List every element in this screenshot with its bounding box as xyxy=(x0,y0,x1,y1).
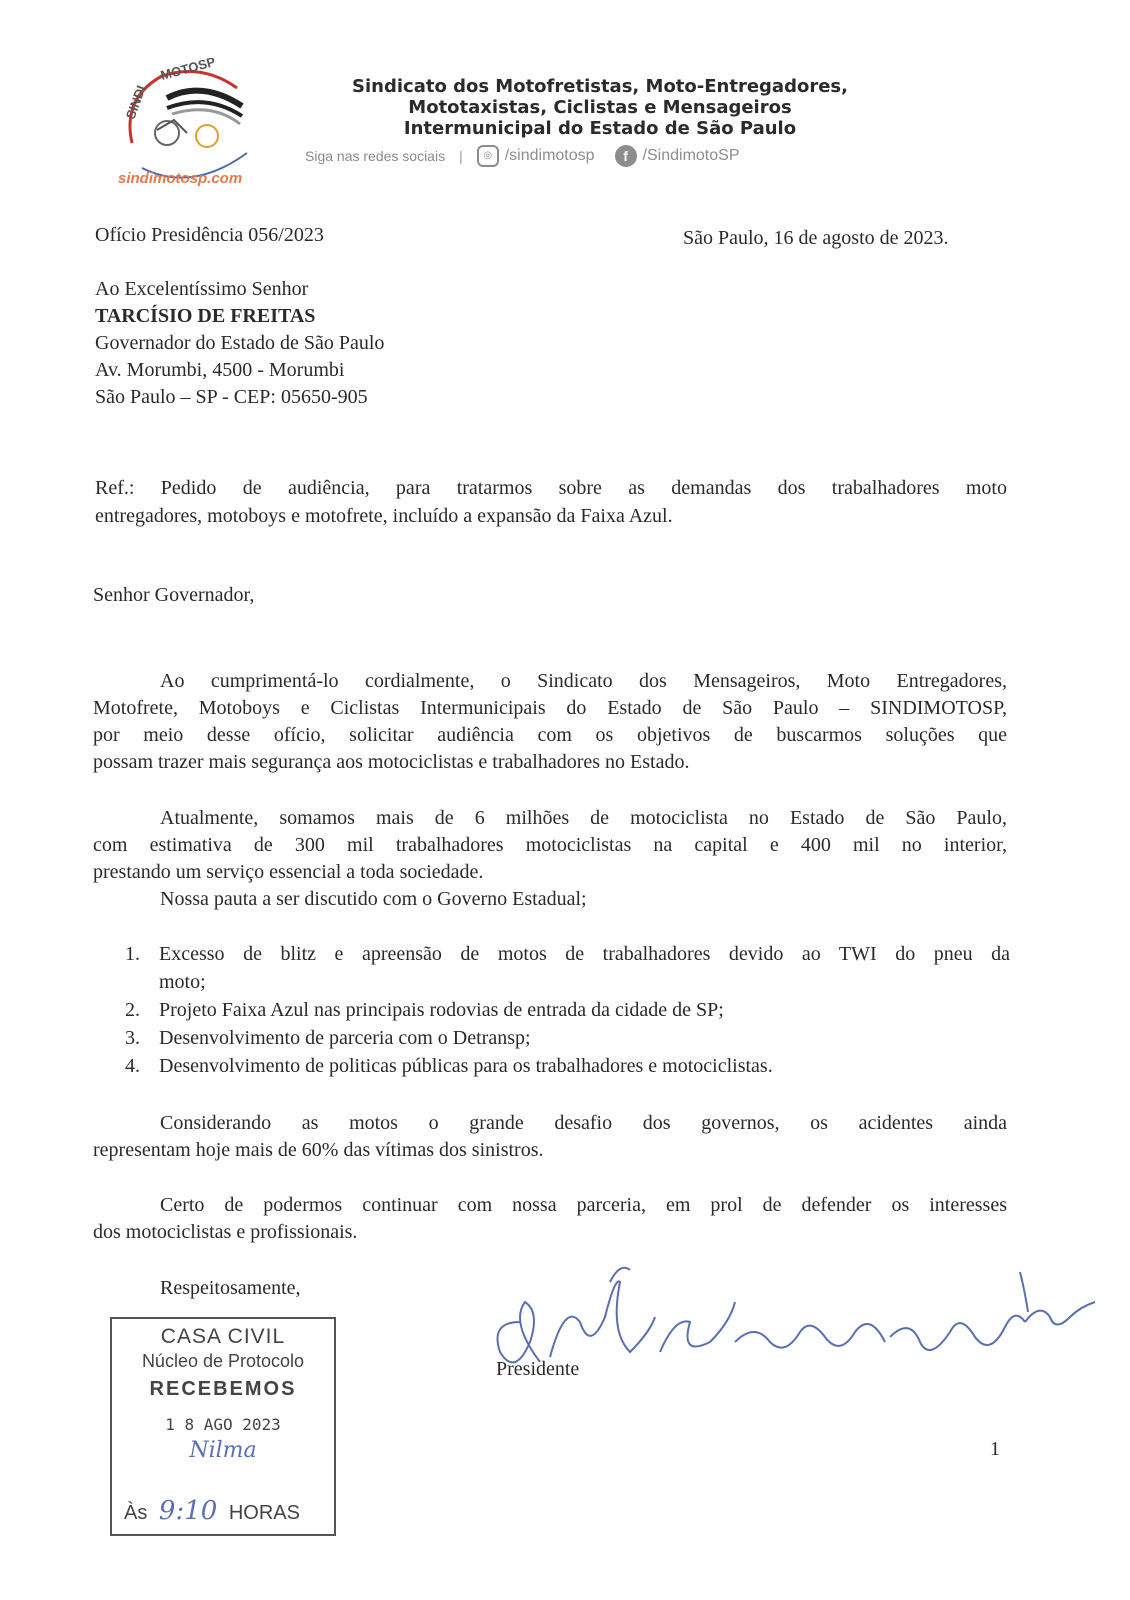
paragraph-line: prestando um serviço essencial a toda sociedade. xyxy=(93,861,484,883)
list-item xyxy=(125,996,1010,1024)
org-line-1: Sindicato dos Motofretistas, Moto-Entregadores, xyxy=(352,76,848,97)
stamp-initials: Nilma xyxy=(189,1438,257,1463)
stamp-subtitle: Núcleo de Protocolo xyxy=(141,1351,305,1371)
svg-text:SINDI: SINDI xyxy=(122,83,149,122)
list-number: 3. xyxy=(125,1027,140,1049)
stamp-date: 1 8 AGO 2023 xyxy=(165,1415,281,1434)
paragraph-2 xyxy=(93,805,1007,913)
list-number: 4. xyxy=(125,1055,140,1077)
agenda-list xyxy=(125,940,1010,1080)
stamp-received: RECEBEMOS xyxy=(149,1378,297,1400)
instagram-icon: ◎ xyxy=(477,145,499,167)
paragraph-line: com estimativa de 300 mil trabalhadores motociclistas na capital e 400 mil no interior, xyxy=(93,834,1007,856)
list-text: Desenvolvimento de politicas públicas para os trabalhadores e motociclistas. xyxy=(159,1055,773,1077)
paragraph-line: Considerando as motos o grande desafio dos governos, os acidentes ainda xyxy=(160,1112,1007,1134)
letter-date: São Paulo, 16 de agosto de 2023. xyxy=(683,227,949,249)
paragraph-line: por meio desse ofício, solicitar audiência com os objetivos de buscarmos soluções que xyxy=(93,724,1007,746)
salutation: Senhor Governador, xyxy=(93,584,255,606)
ref-line: Ref.: Pedido de audiência, para tratarmos sobre as demandas dos trabalhadores moto xyxy=(95,477,1007,499)
stamp-time-prefix: Às xyxy=(124,1502,148,1524)
paragraph-line: representam hoje mais de 60% das vítimas dos sinistros. xyxy=(93,1139,544,1161)
list-text: Desenvolvimento de parceria com o Detransp; xyxy=(159,1027,531,1049)
page-number: 1 xyxy=(990,1438,1000,1460)
paragraph-1 xyxy=(93,668,1007,776)
org-line-2: Mototaxistas, Ciclistas e Mensageiros xyxy=(408,97,792,118)
list-item xyxy=(125,940,1010,996)
stamp-time xyxy=(124,1496,324,1526)
address-line: Av. Morumbi, 4500 - Morumbi xyxy=(95,359,345,381)
list-text: Excesso de blitz e apreensão de motos de trabalhadores devido ao TWI do pneu da xyxy=(159,943,1010,965)
social-label: Siga nas redes sociais xyxy=(305,148,446,164)
address-line: São Paulo – SP - CEP: 05650-905 xyxy=(95,386,368,408)
list-item xyxy=(125,1024,1010,1052)
closing: Respeitosamente, xyxy=(160,1277,301,1299)
facebook-icon: f xyxy=(615,145,637,167)
paragraph-line: Motofrete, Motoboys e Ciclistas Intermunicipais do Estado de São Paulo – SINDIMOTOSP, xyxy=(93,697,1007,719)
recipient-name: TARCÍSIO DE FREITAS xyxy=(95,305,316,327)
list-number: 2. xyxy=(125,999,140,1021)
facebook-handle[interactable]: /SindimotoSP xyxy=(642,147,740,164)
list-text: moto; xyxy=(159,971,206,993)
org-line-3: Intermunicipal do Estado de São Paulo xyxy=(403,118,797,139)
address-block xyxy=(95,276,384,411)
social-bar xyxy=(305,145,759,167)
subject-reference xyxy=(95,474,1007,530)
stamp-time-suffix: HORAS xyxy=(228,1502,300,1524)
organization-name xyxy=(300,76,900,139)
svg-text:MOTOSP: MOTOSP xyxy=(158,58,217,83)
protocol-stamp xyxy=(110,1317,336,1536)
paragraph-line: possam trazer mais segurança aos motociclistas e trabalhadores no Estado. xyxy=(93,751,690,773)
stamp-title: CASA CIVIL xyxy=(160,1325,286,1348)
list-item xyxy=(125,1052,1010,1080)
paragraph-line: Atualmente, somamos mais de 6 milhões de motociclista no Estado de São Paulo, xyxy=(160,807,1007,829)
stamp-time-value: 9:10 xyxy=(158,1496,218,1526)
separator: | xyxy=(459,148,463,164)
paragraph-line: Certo de podermos continuar com nossa parceria, em prol de defender os interesses xyxy=(160,1194,1007,1216)
paragraph-3 xyxy=(93,1110,1007,1164)
paragraph-4 xyxy=(93,1192,1007,1246)
website-link[interactable]: sindimotosp.com xyxy=(118,170,243,187)
signer-title: Presidente xyxy=(496,1358,580,1380)
address-line: Ao Excelentíssimo Senhor xyxy=(95,278,309,300)
list-text: Projeto Faixa Azul nas principais rodovias de entrada da cidade de SP; xyxy=(159,999,724,1021)
paragraph-line: Nossa pauta a ser discutido com o Governo Estadual; xyxy=(160,888,587,910)
office-reference: Ofício Presidência 056/2023 xyxy=(95,224,324,246)
paragraph-line: Ao cumprimentá-lo cordialmente, o Sindicato dos Mensageiros, Moto Entregadores, xyxy=(160,670,1007,692)
ref-line: entregadores, motoboys e motofrete, incluído a expansão da Faixa Azul. xyxy=(95,505,673,527)
address-line: Governador do Estado de São Paulo xyxy=(95,332,385,354)
instagram-handle[interactable]: /sindimotosp xyxy=(504,147,595,164)
paragraph-line: dos motociclistas e profissionais. xyxy=(93,1221,358,1243)
list-number: 1. xyxy=(125,943,140,965)
